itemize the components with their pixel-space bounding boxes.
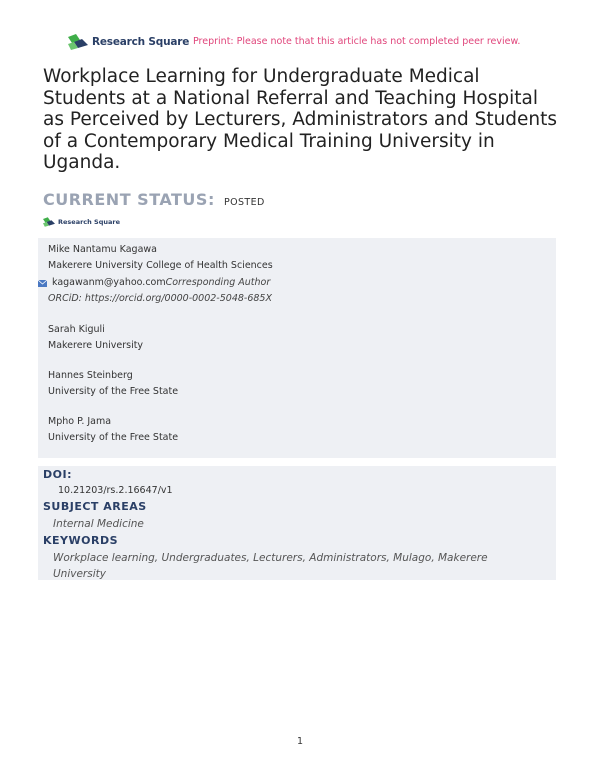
author-name: Sarah Kiguli [48, 324, 105, 335]
research-square-logo-icon [68, 34, 88, 50]
research-square-logo[interactable] [68, 34, 189, 50]
status-label: CURRENT STATUS: [43, 190, 215, 209]
keywords-value: Workplace learning, Undergraduates, Lecturers, Administrators, Mulago, Makerere University [53, 552, 488, 580]
author-name: Hannes Steinberg [48, 370, 133, 381]
research-square-small-logo-icon [43, 217, 55, 227]
metadata-section [38, 466, 556, 580]
contact-line [52, 277, 270, 288]
author-affiliation: Makerere University [48, 340, 144, 351]
author-entry [48, 368, 178, 400]
status-value: POSTED [223, 197, 265, 208]
current-status [43, 190, 265, 209]
doi-value[interactable]: 10.21203/rs.2.16647/v1 [58, 485, 173, 496]
page-number: 1 [296, 736, 304, 747]
keywords-label: KEYWORDS [43, 534, 119, 547]
author-entry [48, 414, 178, 446]
small-research-square-logo [43, 217, 120, 227]
preprint-notice: Preprint: Please note that this article has not completed peer review. [193, 36, 521, 47]
author-name: Mpho P. Jama [48, 416, 112, 427]
author-name: Mike Nantamu Kagawa [48, 244, 157, 255]
brand-name: Research Square [92, 36, 190, 48]
orcid-link[interactable]: ORCiD: https://orcid.org/0000-0002-5048-685X [48, 293, 272, 304]
author-affiliation: University of the Free State [48, 432, 179, 443]
mail-icon [38, 280, 47, 287]
authors-section [38, 238, 556, 458]
author-entry [48, 242, 273, 274]
author-entry [48, 322, 143, 354]
author-affiliation: Makerere University College of Health Sciences [48, 260, 273, 271]
subject-areas-label: SUBJECT AREAS [43, 500, 147, 513]
author-affiliation: University of the Free State [48, 386, 179, 397]
corresponding-author-label: Corresponding Author [165, 277, 271, 288]
doi-label: DOI: [43, 468, 72, 481]
page-header [68, 34, 548, 52]
small-brand-name: Research Square [58, 218, 120, 226]
author-email[interactable]: kagawanm@yahoo.com [52, 277, 166, 288]
paper-title: Workplace Learning for Undergraduate Medical Students at a National Referral and Teaching Hospital as Perceived by Lecturers, Administrators and Students of a Contemporary Medical Training University in Uganda. [43, 66, 558, 173]
subject-areas-value[interactable]: Internal Medicine [53, 518, 144, 530]
